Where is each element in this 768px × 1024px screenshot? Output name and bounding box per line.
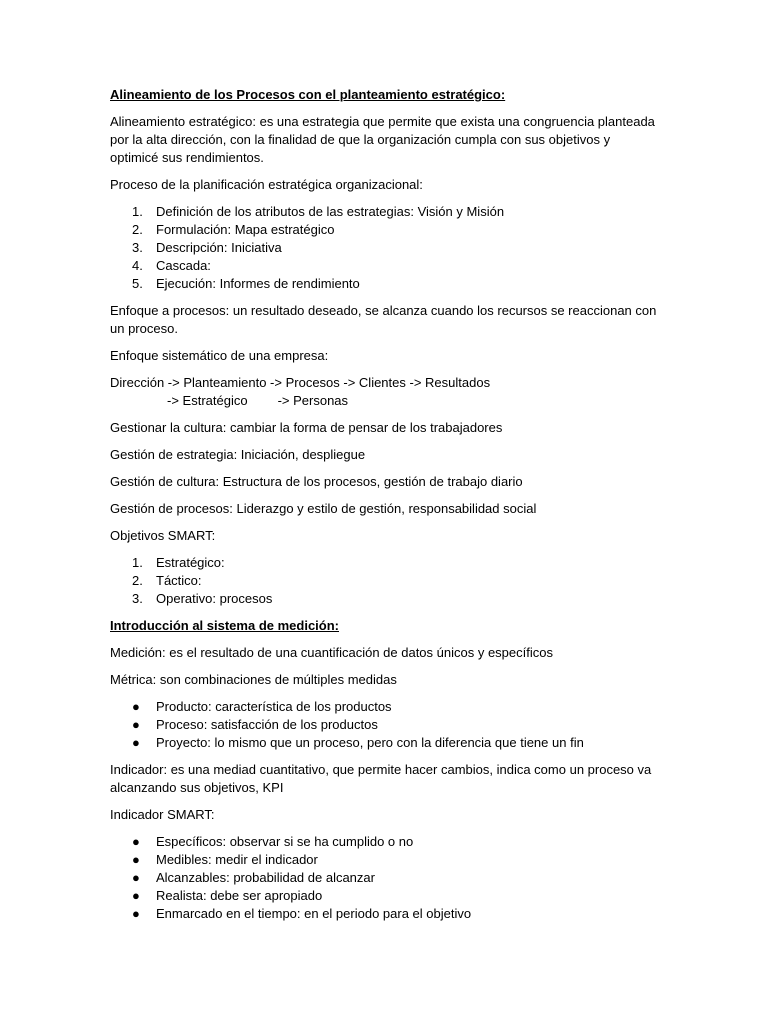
flow-diagram-text [110, 374, 670, 410]
document-page [110, 86, 670, 932]
list-item [110, 275, 670, 293]
list-item-text: Estratégico: [156, 555, 225, 570]
numbered-list-smart-objectives [110, 554, 670, 608]
paragraph-enfoque-sistematico: Enfoque sistemático de una empresa: [110, 348, 329, 363]
text-line: Alineamiento estratégico: es una estrategia que permite que exista una congruencia planteada [110, 114, 655, 129]
bullet-icon: ● [132, 852, 140, 867]
list-item-text: Realista: debe ser apropiado [156, 888, 323, 903]
bullet-icon: ● [132, 735, 140, 750]
bullet-icon: ● [132, 834, 140, 849]
paragraph-gestion-estrategia: Gestión de estrategia: Iniciación, despliegue [110, 447, 366, 462]
section-heading-alineamiento: Alineamiento de los Procesos con el planteamiento estratégico: [110, 87, 506, 102]
list-item [110, 257, 670, 275]
paragraph-metrica: Métrica: son combinaciones de múltiples medidas [110, 672, 397, 687]
paragraph-enfoque-procesos [110, 302, 670, 338]
text-line: Indicador: es una mediad cuantitativo, que permite hacer cambios, indica como un proceso va [110, 762, 652, 777]
list-number: 1. [132, 204, 143, 219]
paragraph-medicion: Medición: es el resultado de una cuantificación de datos únicos y específicos [110, 645, 553, 660]
text-line: un proceso. [110, 321, 178, 336]
paragraph-gestionar-cultura: Gestionar la cultura: cambiar la forma de pensar de los trabajadores [110, 420, 503, 435]
list-item-text: Descripción: Iniciativa [156, 240, 282, 255]
bullet-icon: ● [132, 888, 140, 903]
list-item-text: Formulación: Mapa estratégico [156, 222, 335, 237]
paragraph-alineamiento [110, 113, 670, 167]
bullet-icon: ● [132, 870, 140, 885]
list-number: 1. [132, 555, 143, 570]
bullet-list-metrics [110, 698, 670, 752]
paragraph-proceso-planificacion: Proceso de la planificación estratégica organizacional: [110, 177, 423, 192]
numbered-list-steps [110, 203, 670, 293]
paragraph-gestion-cultura: Gestión de cultura: Estructura de los procesos, gestión de trabajo diario [110, 474, 523, 489]
list-item-text: Enmarcado en el tiempo: en el periodo para el objetivo [156, 906, 472, 921]
flow-branch-personas: -> Personas [277, 393, 349, 408]
paragraph-objetivos-smart: Objetivos SMART: [110, 528, 216, 543]
list-item-text: Específicos: observar si se ha cumplido o no [156, 834, 414, 849]
list-item [110, 203, 670, 221]
flow-branch-estrategico: -> Estratégico [167, 393, 248, 408]
text-line: Enfoque a procesos: un resultado deseado, se alcanza cuando los recursos se reaccionan con [110, 303, 657, 318]
bullet-icon: ● [132, 717, 140, 732]
list-item-text: Producto: característica de los productos [156, 699, 392, 714]
section-heading-medicion: Introducción al sistema de medición: [110, 618, 339, 633]
list-item [110, 239, 670, 257]
list-item [110, 851, 670, 869]
list-item [110, 716, 670, 734]
text-line: alcanzando sus objetivos, KPI [110, 780, 284, 795]
flow-line: Dirección -> Planteamiento -> Procesos -> Clientes -> Resultados [110, 375, 491, 390]
list-item-text: Alcanzables: probabilidad de alcanzar [156, 870, 375, 885]
list-number: 3. [132, 591, 143, 606]
list-number: 4. [132, 258, 143, 273]
list-number: 2. [132, 222, 143, 237]
list-item [110, 887, 670, 905]
list-number: 5. [132, 276, 143, 291]
paragraph-indicador-smart: Indicador SMART: [110, 807, 215, 822]
list-item [110, 554, 670, 572]
list-item-text: Proceso: satisfacción de los productos [156, 717, 378, 732]
list-item-text: Cascada: [156, 258, 211, 273]
bullet-list-smart-indicators [110, 833, 670, 923]
paragraph-gestion-procesos: Gestión de procesos: Liderazgo y estilo de gestión, responsabilidad social [110, 501, 537, 516]
text-line: por la alta dirección, con la finalidad de que la organización cumpla con sus objetivos y [110, 132, 611, 147]
list-item [110, 905, 670, 923]
list-item-text: Táctico: [156, 573, 202, 588]
bullet-icon: ● [132, 906, 140, 921]
paragraph-indicador [110, 761, 670, 797]
list-number: 2. [132, 573, 143, 588]
list-item [110, 734, 670, 752]
list-item-text: Medibles: medir el indicador [156, 852, 318, 867]
list-number: 3. [132, 240, 143, 255]
list-item-text: Ejecución: Informes de rendimiento [156, 276, 360, 291]
text-line: optimicé sus rendimientos. [110, 150, 264, 165]
list-item [110, 590, 670, 608]
list-item-text: Operativo: procesos [156, 591, 273, 606]
list-item [110, 833, 670, 851]
flow-line-branches [110, 392, 670, 410]
list-item [110, 869, 670, 887]
list-item [110, 221, 670, 239]
list-item [110, 572, 670, 590]
list-item [110, 698, 670, 716]
list-item-text: Definición de los atributos de las estrategias: Visión y Misión [156, 204, 505, 219]
list-item-text: Proyecto: lo mismo que un proceso, pero con la diferencia que tiene un fin [156, 735, 584, 750]
bullet-icon: ● [132, 699, 140, 714]
